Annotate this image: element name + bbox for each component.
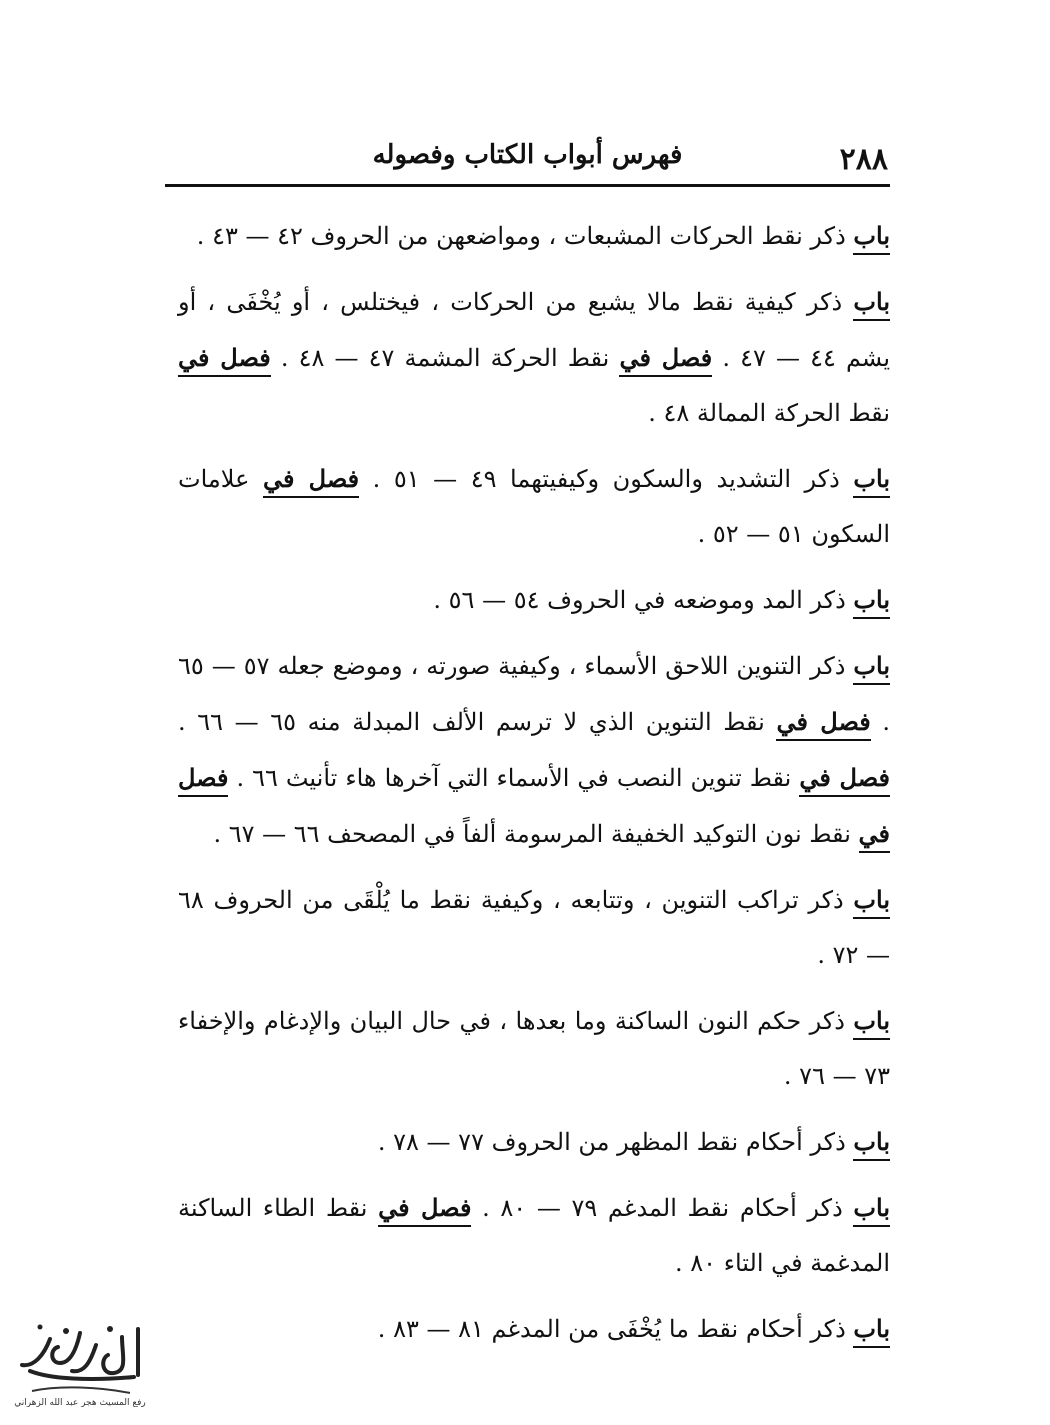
entry-text: ذكر أحكام نقط المظهر من الحروف ٧٧ — ٧٨ . <box>377 1128 854 1156</box>
index-entry <box>178 572 890 628</box>
chapter-keyword: باب <box>853 651 890 685</box>
chapter-keyword: باب <box>853 1127 890 1161</box>
section-keyword: فصل في <box>263 464 359 498</box>
chapter-keyword: باب <box>853 464 890 498</box>
section-keyword: فصل في <box>178 343 271 377</box>
entry-text: ذكر أحكام نقط ما يُخْفَى من المدغم ٨١ — ٨٣ . <box>377 1315 854 1343</box>
chapter-keyword: باب <box>853 885 890 919</box>
index-entry <box>178 1180 890 1291</box>
entry-text: نقط الحركة الممالة ٤٨ . <box>648 399 890 427</box>
section-keyword: فصل في <box>799 763 890 797</box>
stamp-calligraphy-icon <box>10 1315 150 1407</box>
entry-text: ذكر التشديد والسكون وكيفيتهما ٤٩ — ٥١ . <box>359 465 854 493</box>
library-stamp-logo <box>10 1315 150 1407</box>
index-entry <box>178 274 890 441</box>
stamp-caption: رفع المسيث هجر عبد الله الزهراني <box>14 1398 146 1407</box>
index-entries <box>178 208 890 1367</box>
entry-text: ذكر حكم النون الساكنة وما بعدها ، في حال البيان والإدغام والإخفاء ٧٣ — ٧٦ . <box>178 1007 890 1090</box>
entry-text: ذكر أحكام نقط المدغم ٧٩ — ٨٠ . <box>471 1194 854 1222</box>
section-keyword: فصل في <box>178 763 890 853</box>
index-entry <box>178 993 890 1104</box>
page-header <box>165 138 890 187</box>
entry-text: علامات السكون ٥١ — ٥٢ . <box>178 465 890 548</box>
chapter-keyword: باب <box>853 1314 890 1348</box>
entry-text: نقط التنوين الذي لا ترسم الألف المبدلة منه ٦٥ — ٦٦ . <box>178 708 777 736</box>
index-entry <box>178 208 890 264</box>
entry-text: ذكر التنوين اللاحق الأسماء ، وكيفية صورته ، وموضع جعله ٥٧ — ٦٥ . <box>178 652 890 736</box>
index-entry <box>178 1301 890 1357</box>
entry-text: ذكر نقط الحركات المشبعات ، ومواضعهن من الحروف ٤٢ — ٤٣ . <box>196 222 854 250</box>
entry-text: ذكر كيفية نقط مالا يشبع من الحركات ، فيختلس ، أو يُخْفَى ، أو يشم ٤٤ — ٤٧ . <box>178 288 891 372</box>
entry-text: نقط نون التوكيد الخفيفة المرسومة ألفاً في المصحف ٦٦ — ٦٧ . <box>213 820 859 848</box>
entry-text: نقط الحركة المشمة ٤٧ — ٤٨ . <box>270 344 620 372</box>
chapter-keyword: باب <box>853 287 890 321</box>
page-title: فهرس أبواب الكتاب وفصوله <box>372 140 683 170</box>
section-keyword: فصل في <box>619 343 712 377</box>
index-entry <box>178 638 890 862</box>
chapter-keyword: باب <box>853 585 890 619</box>
section-keyword: فصل في <box>378 1193 471 1227</box>
index-entry <box>178 872 890 983</box>
chapter-keyword: باب <box>853 1006 890 1040</box>
page-number: ٢٨٨ <box>839 142 888 177</box>
index-entry <box>178 1114 890 1170</box>
entry-text: نقط تنوين النصب في الأسماء التي آخرها هاء تأنيث ٦٦ . <box>228 764 800 792</box>
index-entry <box>178 451 890 562</box>
section-keyword: فصل في <box>776 707 870 741</box>
chapter-keyword: باب <box>853 221 890 255</box>
entry-text: نقط الطاء الساكنة المدغمة في التاء ٨٠ . <box>178 1194 890 1277</box>
chapter-keyword: باب <box>853 1193 890 1227</box>
entry-text: ذكر المد وموضعه في الحروف ٥٤ — ٥٦ . <box>433 586 854 614</box>
entry-text: ذكر تراكب التنوين ، وتتابعه ، وكيفية نقط ما يُلْقَى من الحروف ٦٨ — ٧٢ . <box>178 886 890 969</box>
